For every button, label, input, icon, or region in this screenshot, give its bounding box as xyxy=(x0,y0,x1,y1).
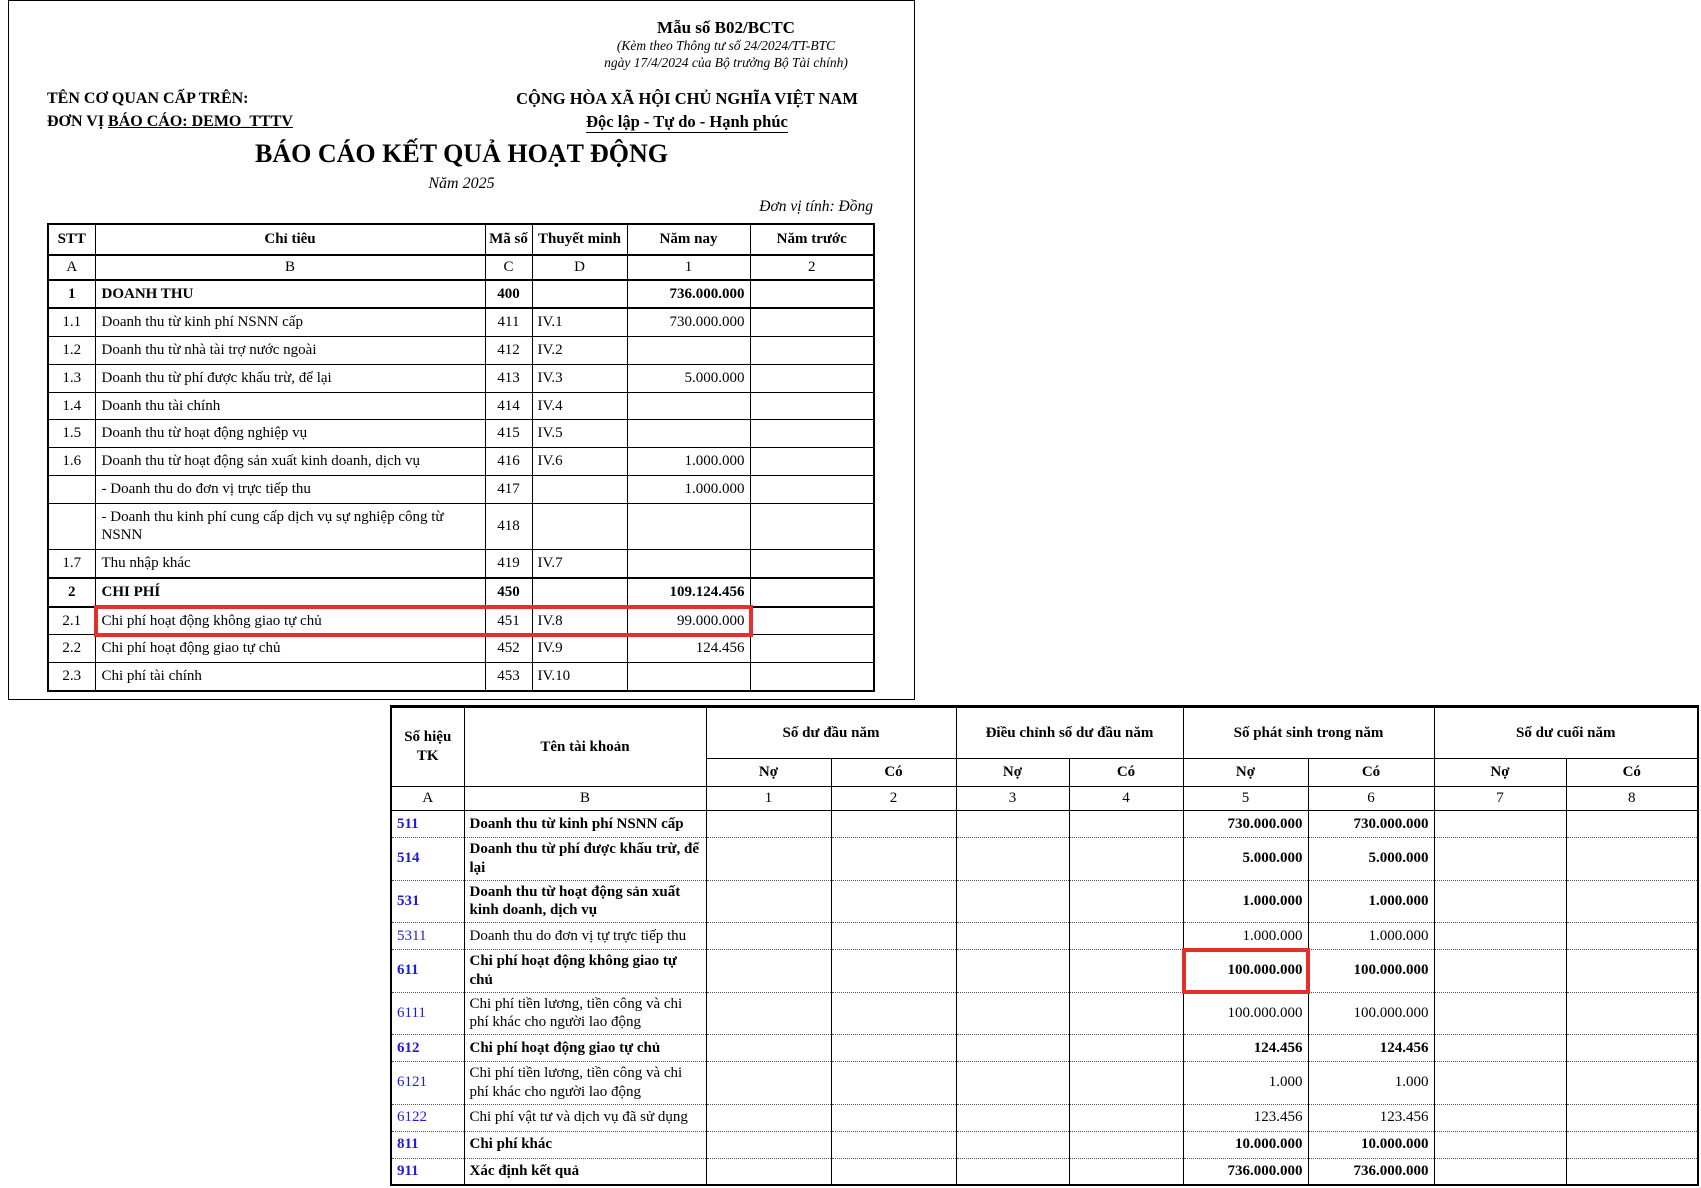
page-title: BÁO CÁO KẾT QUẢ HOẠT ĐỘNG xyxy=(255,139,668,168)
cell-code: 413 xyxy=(485,364,532,392)
cell-code: 414 xyxy=(485,392,532,420)
cell-prior-year xyxy=(750,503,874,550)
cell-amount xyxy=(831,950,956,993)
debit-label: Nợ xyxy=(956,759,1069,787)
cell-stt: 1.4 xyxy=(48,392,95,420)
cell-current-year xyxy=(627,420,750,448)
account-row xyxy=(391,1035,1698,1062)
cell-stt: 1.7 xyxy=(48,550,95,578)
highlight-box-debit-cell xyxy=(1182,948,1310,994)
cell-amount xyxy=(1434,1158,1566,1185)
report-row xyxy=(48,448,874,476)
cell-amount xyxy=(706,1158,831,1185)
account-row xyxy=(391,992,1698,1035)
cell-amount xyxy=(831,1035,956,1062)
cell-stt: 1.3 xyxy=(48,364,95,392)
cell-stt: 1.5 xyxy=(48,420,95,448)
cell-amount xyxy=(831,838,956,881)
report-row xyxy=(48,280,874,309)
cell-amount xyxy=(1566,992,1698,1035)
cell-amount xyxy=(1434,1062,1566,1105)
cell-prior-year xyxy=(750,392,874,420)
cell-amount xyxy=(1566,880,1698,923)
credit-label: Có xyxy=(1308,759,1434,787)
superior-agency-label: TÊN CƠ QUAN CẤP TRÊN: xyxy=(47,90,249,107)
report-page xyxy=(8,0,915,700)
cell-amount xyxy=(1069,950,1183,993)
cell-account-number: 611 xyxy=(391,950,464,993)
cell-amount xyxy=(956,1062,1069,1105)
cell-amount xyxy=(831,1062,956,1105)
credit-label: Có xyxy=(831,759,956,787)
cell-code: 417 xyxy=(485,475,532,503)
cell-account-number: 511 xyxy=(391,811,464,838)
cell-code: 419 xyxy=(485,550,532,578)
cell-amount xyxy=(1069,1131,1183,1158)
account-row xyxy=(391,1104,1698,1131)
cell-amount xyxy=(1069,1035,1183,1062)
cell-account-name: Chi phí khác xyxy=(464,1131,706,1158)
cell-current-year: 99.000.000 xyxy=(627,607,750,635)
cell-prior-year xyxy=(750,364,874,392)
cell-stt: 2.1 xyxy=(48,607,95,635)
cell-current-year: 124.456 xyxy=(627,635,750,663)
cell-stt xyxy=(48,503,95,550)
cell-amount: 1.000.000 xyxy=(1308,880,1434,923)
cell-note xyxy=(532,578,627,607)
cell-account-number: 6111 xyxy=(391,992,464,1035)
report-row xyxy=(48,503,874,550)
cell-account-name: Doanh thu do đơn vị tự trực tiếp thu xyxy=(464,923,706,950)
account-row xyxy=(391,811,1698,838)
cell-prior-year xyxy=(750,607,874,635)
cell-indicator: Thu nhập khác xyxy=(95,550,485,578)
currency-unit-note: Đơn vị tính: Đồng xyxy=(759,198,873,215)
cell-amount xyxy=(831,811,956,838)
cell-code: 412 xyxy=(485,337,532,365)
cell-amount xyxy=(831,1131,956,1158)
header-closing-balance: Số dư cuối năm xyxy=(1434,707,1698,759)
account-row xyxy=(391,923,1698,950)
reporting-entity-block xyxy=(47,87,293,133)
table-header-row xyxy=(48,224,874,255)
cell-prior-year xyxy=(750,578,874,607)
header-namnay: Năm nay xyxy=(627,224,750,255)
group-header-row xyxy=(391,707,1698,759)
cell-amount xyxy=(956,1131,1069,1158)
cell-prior-year xyxy=(750,308,874,336)
cell-indicator: Doanh thu từ hoạt động nghiệp vụ xyxy=(95,420,485,448)
cell-stt xyxy=(48,475,95,503)
cell-amount xyxy=(706,880,831,923)
cell-amount: 736.000.000 xyxy=(1183,1158,1308,1185)
cell-note: IV.1 xyxy=(532,308,627,336)
cell-code: 400 xyxy=(485,280,532,309)
cell-note xyxy=(532,280,627,309)
national-motto-block xyxy=(362,87,1012,133)
cell-indicator: Chi phí hoạt động giao tự chủ xyxy=(95,635,485,663)
cell-note: IV.7 xyxy=(532,550,627,578)
account-row xyxy=(391,880,1698,923)
account-balance-table xyxy=(390,705,1699,1186)
cell-amount xyxy=(831,923,956,950)
cell-amount xyxy=(1069,1062,1183,1105)
cell-account-name: Chi phí hoạt động giao tự chủ xyxy=(464,1035,706,1062)
cell-amount xyxy=(831,1158,956,1185)
form-circular-note-line1: (Kèm theo Thông tư số 24/2024/TT-BTC xyxy=(616,38,836,54)
cell-prior-year xyxy=(750,635,874,663)
cell-stt: 2 xyxy=(48,578,95,607)
cell-amount xyxy=(1434,950,1566,993)
cell-code: 416 xyxy=(485,448,532,476)
account-row xyxy=(391,950,1698,993)
cell-amount xyxy=(706,811,831,838)
cell-account-name: Doanh thu từ kinh phí NSNN cấp xyxy=(464,811,706,838)
form-number: Mẫu số B02/BCTC xyxy=(657,18,795,37)
account-row xyxy=(391,1158,1698,1185)
cell-account-number: 5311 xyxy=(391,923,464,950)
cell-amount xyxy=(831,880,956,923)
cell-amount xyxy=(1566,1035,1698,1062)
cell-amount xyxy=(706,992,831,1035)
cell-amount xyxy=(831,992,956,1035)
cell-amount xyxy=(706,1062,831,1105)
cell-amount xyxy=(1434,992,1566,1035)
header-chitieu: Chỉ tiêu xyxy=(95,224,485,255)
cell-account-number: 811 xyxy=(391,1131,464,1158)
cell-note: IV.10 xyxy=(532,663,627,691)
cell-amount: 10.000.000 xyxy=(1183,1131,1308,1158)
header-stt: STT xyxy=(48,224,95,255)
cell-account-number: 6122 xyxy=(391,1104,464,1131)
cell-amount xyxy=(956,950,1069,993)
cell-prior-year xyxy=(750,337,874,365)
cell-note: IV.6 xyxy=(532,448,627,476)
cell-prior-year xyxy=(750,550,874,578)
cell-note: IV.8 xyxy=(532,607,627,635)
cell-amount: 5.000.000 xyxy=(1308,838,1434,881)
report-row xyxy=(48,663,874,691)
cell-stt: 2.2 xyxy=(48,635,95,663)
cell-amount xyxy=(1434,880,1566,923)
cell-indicator: Doanh thu tài chính xyxy=(95,392,485,420)
column-code-row: A B 1 2 3 4 5 6 7 8 xyxy=(391,787,1698,811)
cell-amount: 100.000.000 xyxy=(1308,950,1434,993)
cell-code: 418 xyxy=(485,503,532,550)
cell-indicator: - Doanh thu do đơn vị trực tiếp thu xyxy=(95,475,485,503)
report-row xyxy=(48,475,874,503)
cell-prior-year xyxy=(750,420,874,448)
cell-current-year xyxy=(627,337,750,365)
cell-amount xyxy=(1566,811,1698,838)
cell-account-name: Chi phí vật tư và dịch vụ đã sử dụng xyxy=(464,1104,706,1131)
cell-amount xyxy=(706,838,831,881)
cell-amount xyxy=(956,923,1069,950)
cell-code: 451 xyxy=(485,607,532,635)
cell-amount: 124.456 xyxy=(1183,1035,1308,1062)
cell-indicator: Chi phí tài chính xyxy=(95,663,485,691)
cell-account-number: 6121 xyxy=(391,1062,464,1105)
cell-prior-year xyxy=(750,280,874,309)
cell-prior-year xyxy=(750,475,874,503)
reporting-unit-name: BÁO CÁO: DEMO_TTTV xyxy=(108,113,293,131)
cell-code: 415 xyxy=(485,420,532,448)
cell-amount xyxy=(706,1035,831,1062)
cell-amount xyxy=(956,838,1069,881)
cell-stt: 1.6 xyxy=(48,448,95,476)
report-row xyxy=(48,364,874,392)
cell-indicator: - Doanh thu kinh phí cung cấp dịch vụ sự nghiệp công từ NSNN xyxy=(95,503,485,550)
cell-amount xyxy=(706,1104,831,1131)
debit-label: Nợ xyxy=(1183,759,1308,787)
cell-amount xyxy=(1069,1158,1183,1185)
cell-current-year: 1.000.000 xyxy=(627,475,750,503)
cell-note: IV.4 xyxy=(532,392,627,420)
cell-indicator: Doanh thu từ phí được khấu trừ, để lại xyxy=(95,364,485,392)
cell-amount xyxy=(956,1158,1069,1185)
cell-amount: 1.000.000 xyxy=(1183,923,1308,950)
cell-code: 411 xyxy=(485,308,532,336)
cell-amount xyxy=(1566,1131,1698,1158)
cell-amount: 124.456 xyxy=(1308,1035,1434,1062)
cell-amount xyxy=(831,1104,956,1131)
header-account-name: Tên tài khoản xyxy=(464,707,706,787)
cell-amount xyxy=(1069,923,1183,950)
account-row xyxy=(391,838,1698,881)
header-opening-adjustment: Điều chỉnh số dư đầu năm xyxy=(956,707,1183,759)
report-row xyxy=(48,635,874,663)
header-maso: Mã số xyxy=(485,224,532,255)
cell-amount: 1.000.000 xyxy=(1308,923,1434,950)
cell-current-year xyxy=(627,392,750,420)
cell-amount: 123.456 xyxy=(1183,1104,1308,1131)
cell-amount xyxy=(1069,1104,1183,1131)
cell-current-year: 736.000.000 xyxy=(627,280,750,309)
cell-amount xyxy=(1069,838,1183,881)
cell-code: 453 xyxy=(485,663,532,691)
cell-note xyxy=(532,503,627,550)
cell-amount: 730.000.000 xyxy=(1308,811,1434,838)
form-reference-block xyxy=(556,17,896,72)
header-thuyetminh: Thuyết minh xyxy=(532,224,627,255)
debit-label: Nợ xyxy=(1434,759,1566,787)
cell-amount xyxy=(1566,923,1698,950)
cell-indicator: Doanh thu từ nhà tài trợ nước ngoài xyxy=(95,337,485,365)
cell-stt: 2.3 xyxy=(48,663,95,691)
cell-note: IV.3 xyxy=(532,364,627,392)
cell-amount xyxy=(956,1104,1069,1131)
credit-label: Có xyxy=(1069,759,1183,787)
cell-code: 452 xyxy=(485,635,532,663)
operating-results-table xyxy=(47,223,875,692)
cell-indicator: Doanh thu từ kinh phí NSNN cấp xyxy=(95,308,485,336)
cell-amount xyxy=(1069,811,1183,838)
cell-account-name: Chi phí tiền lương, tiền công và chi phí khác cho người lao động xyxy=(464,992,706,1035)
cell-indicator: Chi phí hoạt động không giao tự chủ xyxy=(95,607,485,635)
reporting-unit-prefix: ĐƠN VỊ xyxy=(47,113,109,131)
cell-amount: 100.000.000 xyxy=(1308,992,1434,1035)
account-row xyxy=(391,1131,1698,1158)
cell-amount xyxy=(1069,992,1183,1035)
cell-amount xyxy=(1566,1104,1698,1131)
motto-line2: Độc lập - Tự do - Hạnh phúc xyxy=(586,112,788,132)
cell-account-name: Doanh thu từ phí được khấu trừ, để lại xyxy=(464,838,706,881)
cell-account-number: 612 xyxy=(391,1035,464,1062)
cell-current-year xyxy=(627,550,750,578)
cell-amount xyxy=(706,923,831,950)
cell-current-year: 5.000.000 xyxy=(627,364,750,392)
cell-amount xyxy=(1566,838,1698,881)
cell-note: IV.9 xyxy=(532,635,627,663)
cell-current-year: 730.000.000 xyxy=(627,308,750,336)
report-row xyxy=(48,420,874,448)
report-row xyxy=(48,308,874,336)
header-account-number: Số hiệu TK xyxy=(391,707,464,787)
form-circular-note-line2: ngày 17/4/2024 của Bộ trưởng Bộ Tài chính) xyxy=(604,55,848,71)
cell-amount: 100.000.000 xyxy=(1183,992,1308,1035)
cell-amount xyxy=(956,811,1069,838)
cell-amount: 736.000.000 xyxy=(1308,1158,1434,1185)
motto-line1: CỘNG HÒA XÃ HỘI CHỦ NGHĨA VIỆT NAM xyxy=(516,89,858,108)
cell-amount: 1.000.000 xyxy=(1183,880,1308,923)
cell-account-number: 911 xyxy=(391,1158,464,1185)
cell-amount xyxy=(956,880,1069,923)
cell-amount xyxy=(1434,1104,1566,1131)
cell-code: 450 xyxy=(485,578,532,607)
cell-account-name: Chi phí tiền lương, tiền công và chi phí khác cho người lao động xyxy=(464,1062,706,1105)
cell-note: IV.5 xyxy=(532,420,627,448)
cell-current-year: 109.124.456 xyxy=(627,578,750,607)
cell-account-name: Xác định kết quả xyxy=(464,1158,706,1185)
cell-stt: 1.1 xyxy=(48,308,95,336)
cell-note: IV.2 xyxy=(532,337,627,365)
cell-amount: 100.000.000 xyxy=(1183,950,1308,993)
cell-amount xyxy=(1434,811,1566,838)
cell-amount xyxy=(1566,950,1698,993)
cell-amount: 1.000 xyxy=(1183,1062,1308,1105)
cell-indicator: Doanh thu từ hoạt động sản xuất kinh doanh, dịch vụ xyxy=(95,448,485,476)
cell-amount: 730.000.000 xyxy=(1183,811,1308,838)
cell-indicator: DOANH THU xyxy=(95,280,485,309)
cell-indicator: CHI PHÍ xyxy=(95,578,485,607)
cell-stt: 1 xyxy=(48,280,95,309)
cell-amount: 5.000.000 xyxy=(1183,838,1308,881)
cell-amount: 123.456 xyxy=(1308,1104,1434,1131)
cell-prior-year xyxy=(750,663,874,691)
report-period: Năm 2025 xyxy=(428,175,495,192)
header-namtruoc: Năm trước xyxy=(750,224,874,255)
cell-amount xyxy=(1434,1131,1566,1158)
cell-current-year xyxy=(627,663,750,691)
cell-prior-year xyxy=(750,448,874,476)
cell-amount xyxy=(1434,1035,1566,1062)
account-row xyxy=(391,1062,1698,1105)
cell-amount xyxy=(1069,880,1183,923)
column-code-row: A B C D 1 2 xyxy=(48,255,874,280)
cell-amount: 10.000.000 xyxy=(1308,1131,1434,1158)
debit-label: Nợ xyxy=(706,759,831,787)
cell-current-year: 1.000.000 xyxy=(627,448,750,476)
report-row xyxy=(48,607,874,635)
cell-amount xyxy=(1566,1062,1698,1105)
report-row xyxy=(48,550,874,578)
header-period-movement: Số phát sinh trong năm xyxy=(1183,707,1434,759)
cell-amount xyxy=(706,1131,831,1158)
cell-amount xyxy=(1434,923,1566,950)
cell-account-number: 531 xyxy=(391,880,464,923)
cell-account-number: 514 xyxy=(391,838,464,881)
cell-amount xyxy=(706,950,831,993)
report-row xyxy=(48,337,874,365)
reporting-unit-line xyxy=(47,110,293,133)
cell-amount xyxy=(1434,838,1566,881)
cell-amount: 1.000 xyxy=(1308,1062,1434,1105)
cell-amount xyxy=(956,992,1069,1035)
cell-current-year xyxy=(627,503,750,550)
credit-label: Có xyxy=(1566,759,1698,787)
header-opening-balance: Số dư đầu năm xyxy=(706,707,956,759)
cell-account-name: Doanh thu từ hoạt động sản xuất kinh doanh, dịch vụ xyxy=(464,880,706,923)
cell-amount xyxy=(956,1035,1069,1062)
cell-amount xyxy=(1566,1158,1698,1185)
cell-note xyxy=(532,475,627,503)
cell-account-name: Chi phí hoạt động không giao tự chủ xyxy=(464,950,706,993)
report-row xyxy=(48,578,874,607)
cell-stt: 1.2 xyxy=(48,337,95,365)
report-row xyxy=(48,392,874,420)
